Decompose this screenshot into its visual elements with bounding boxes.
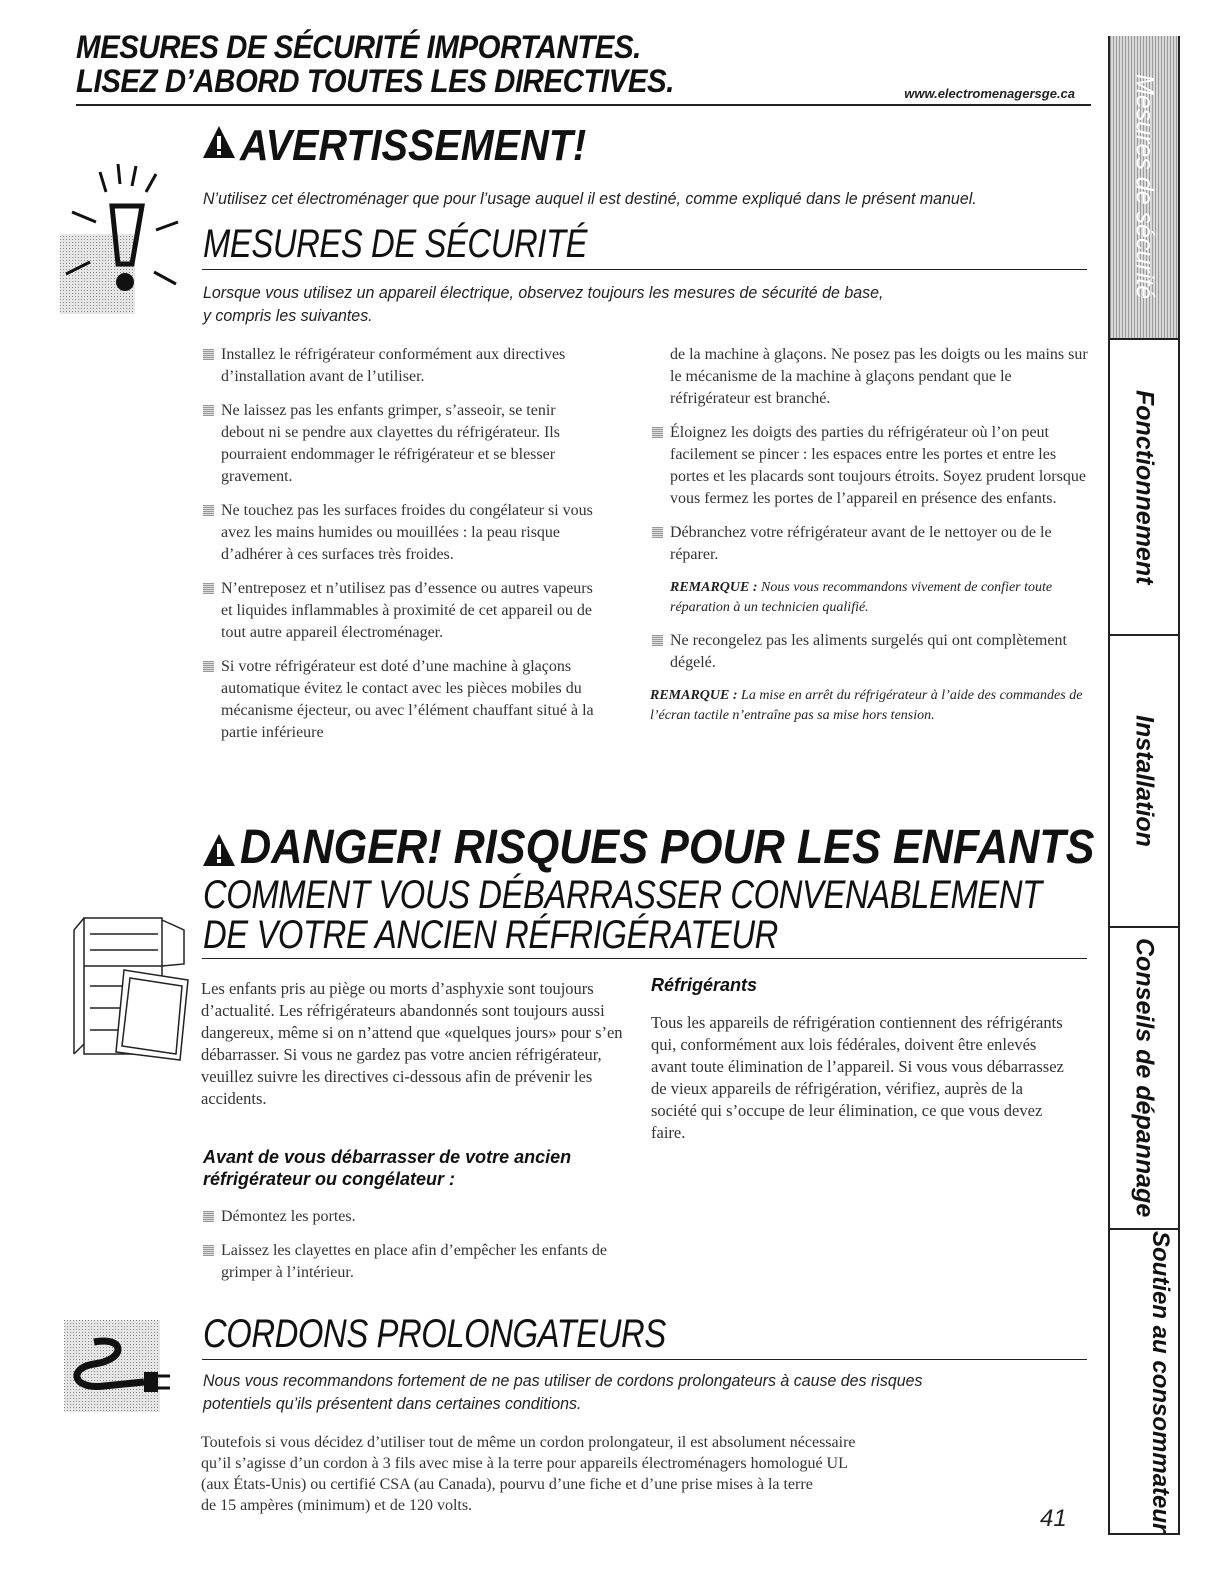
tab-mesures-de-securite[interactable] bbox=[1110, 36, 1178, 340]
list-item: Ne touchez pas les surfaces froides du congélateur si vous avez les mains humides ou mouillées : la peau risque d’adhérer à ces surfaces très froides. bbox=[201, 500, 601, 566]
cords-intro-line1: Nous vous recommandons fortement de ne pas utiliser de cordons prolongateurs à cause des risques bbox=[203, 1371, 923, 1390]
safety-alert-icon bbox=[60, 164, 190, 314]
list-item: Si votre réfrigérateur est doté d’une machine à glaçons automatique évitez le contact avec les pièces mobiles du mécanisme éjecteur, ou avec l’élément chauffant situé à la partie inférieure bbox=[201, 656, 601, 744]
page-number: 41 bbox=[1040, 1505, 1067, 1532]
warning-intro: N’utilisez cet électroménager que pour l’usage auquel il est destiné, comme expliqué dans le présent manuel. bbox=[203, 189, 977, 208]
warning-heading: AVERTISSEMENT! bbox=[240, 121, 587, 170]
note-1 bbox=[650, 578, 1090, 618]
danger-rule bbox=[202, 958, 1087, 959]
list-item: Laissez les clayettes en place afin d’empêcher les enfants de grimper à l’intérieur. bbox=[201, 1240, 631, 1284]
note-2-text: La mise en arrêt du réfrigérateur à l’aide des commandes de l’écran tactile n’entraîne pas sa mise hors tension. bbox=[650, 688, 1083, 723]
cords-intro-line2: potentiels qu’ils présentent dans certaines conditions. bbox=[203, 1394, 582, 1413]
list-item: Démontez les portes. bbox=[201, 1206, 631, 1228]
list-item: Installez le réfrigérateur conformément aux directives d’installation avant de l’utiliser. bbox=[201, 344, 601, 388]
note-2 bbox=[650, 686, 1090, 726]
header-title-line1: MESURES DE SÉCURITÉ IMPORTANTES. bbox=[76, 29, 641, 65]
tab-label: Conseils de dépannage bbox=[1130, 938, 1159, 1218]
list-item: N’entreposez et n’utilisez pas d’essence ou autres vapeurs et liquides inflammables à proximité de cet appareil ou de tout autre appareil électroménager. bbox=[201, 578, 601, 644]
cords-para-line3: (aux États-Unis) ou certifié CSA (au Canada), pourvu d’une fiche et d’une prise mises à la terre bbox=[201, 1476, 813, 1493]
danger-left-para: Les enfants pris au piège ou morts d’asphyxie sont toujours d’actualité. Les réfrigérateurs abandonnés sont toujours aussi dangereux, même si on n’attend que «quelques jours» pour s’en débarrasser. Si vous ne gardez pas votre ancien réfrigérateur, veuillez suivre les directives ci-dessous afin de prévenir les accidents. bbox=[201, 979, 623, 1108]
header-rule bbox=[76, 104, 1091, 106]
refrigerants-para: Tous les appareils de réfrigération contiennent des réfrigérants qui, conformément aux lois fédérales, doivent être enlevés avant toute élimination de l’appareil. Si vous vous débarrassez de vieux appareils de réfrigération, vérifiez, auprès de la société qui s’occupe de leur élimination, ce que vous devez faire. bbox=[651, 1013, 1064, 1142]
cords-para-line1: Toutefois si vous décidez d’utiliser tout de même un cordon prolongateur, il est absolument nécessaire bbox=[201, 1434, 856, 1451]
side-tab-bar bbox=[1108, 36, 1180, 1535]
safety-left-column bbox=[201, 344, 601, 756]
safety-right-column bbox=[650, 344, 1090, 738]
danger-sub-line1: COMMENT VOUS DÉBARRASSER CONVENABLEMENT bbox=[203, 873, 1042, 917]
safety-heading: MESURES DE SÉCURITÉ bbox=[203, 222, 588, 266]
list-item: Ne laissez pas les enfants grimper, s’asseoir, se tenir debout ni se pendre aux clayettes du réfrigérateur. Ils pourraient endommager le réfrigérateur et se blesser gravement. bbox=[201, 400, 601, 488]
tab-fonctionnement[interactable] bbox=[1110, 340, 1178, 636]
refrigerator-illustration bbox=[64, 914, 194, 1064]
tab-label: Fonctionnement bbox=[1130, 389, 1159, 585]
cords-para-line2: qu’il s’agisse d’un cordon à 3 fils avec mise à la terre pour appareils électroménagers homologué UL bbox=[201, 1455, 848, 1472]
note-1-text: Nous vous recommandons vivement de confier toute réparation à un technicien qualifié. bbox=[670, 580, 1053, 615]
cords-heading: CORDONS PROLONGATEURS bbox=[203, 1312, 666, 1356]
list-item-continuation: de la machine à glaçons. Ne posez pas les doigts ou les mains sur le mécanisme de la machine à glaçons pendant que le réfrigérateur est branché. bbox=[670, 346, 1088, 407]
list-item: Ne recongelez pas les aliments surgelés qui ont complètement dégelé. bbox=[650, 630, 1090, 674]
header-title-line2: LISEZ D’ABORD TOUTES LES DIRECTIVES. bbox=[76, 63, 674, 99]
danger-sub-line2: DE VOTRE ANCIEN RÉFRIGÉRATEUR bbox=[203, 913, 778, 957]
safety-intro-line2: y compris les suivantes. bbox=[203, 306, 373, 325]
tab-installation[interactable] bbox=[1110, 636, 1178, 928]
note-1-label: REMARQUE : bbox=[670, 580, 758, 595]
cords-para-line4: de 15 ampères (minimum) et de 120 volts. bbox=[201, 1497, 473, 1514]
danger-heading: DANGER! RISQUES POUR LES ENFANTS bbox=[240, 821, 1095, 874]
cords-rule bbox=[202, 1359, 1087, 1360]
warning-triangle-icon bbox=[202, 124, 236, 160]
danger-triangle-icon bbox=[202, 832, 236, 868]
list-item: Débranchez votre réfrigérateur avant de le nettoyer ou de le réparer. bbox=[650, 522, 1090, 566]
extension-cord-icon bbox=[64, 1320, 174, 1412]
tab-conseils-de-depannage[interactable] bbox=[1110, 928, 1178, 1230]
side-tab-bottom-rule bbox=[1108, 1533, 1180, 1535]
website-url: www.electromenagersge.ca bbox=[904, 86, 1075, 101]
before-disposal-heading: Avant de vous débarrasser de votre ancien réfrigérateur ou congélateur : bbox=[203, 1147, 572, 1189]
tab-soutien-au-consommateur[interactable] bbox=[1110, 1230, 1178, 1533]
tab-label: Soutien au consommateur bbox=[1147, 1230, 1174, 1533]
disposal-list bbox=[201, 1206, 631, 1296]
safety-intro-line1: Lorsque vous utilisez un appareil électrique, observez toujours les mesures de sécurité de base, bbox=[203, 283, 884, 302]
list-item: Éloignez les doigts des parties du réfrigérateur où l’on peut facilement se pincer : les espaces entre les portes et entre les portes et les placards sont toujours étroits. Soyez prudent lorsque vous fermez les portes de l’appareil en présence des enfants. bbox=[650, 422, 1090, 510]
note-2-label: REMARQUE : bbox=[650, 688, 738, 703]
safety-rule bbox=[202, 269, 1087, 270]
refrigerants-heading: Réfrigérants bbox=[651, 975, 758, 995]
tab-label: Installation bbox=[1130, 715, 1159, 847]
tab-label: Mesures de sécurité bbox=[1130, 74, 1159, 300]
